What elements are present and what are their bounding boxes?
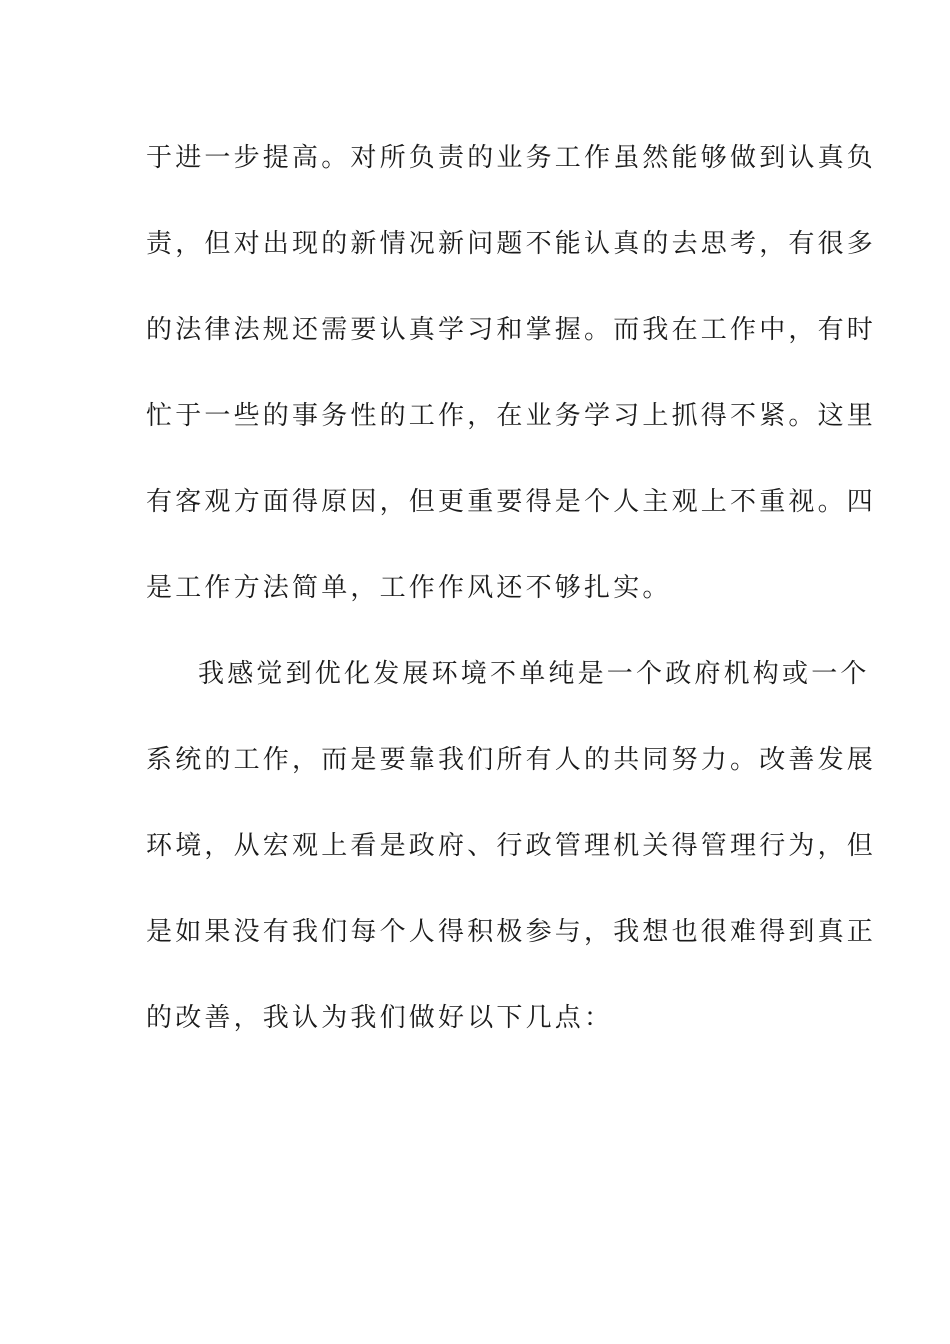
paragraph-line: 忙于一些的事务性的工作，在业务学习上抓得不紧。这里 bbox=[146, 401, 877, 431]
paragraph-line: 我感觉到优化发展环境不单纯是一个政府机构或一个 bbox=[198, 659, 870, 689]
paragraph-line: 是工作方法简单，工作作风还不够扎实。 bbox=[146, 573, 672, 603]
paragraph-line: 有客观方面得原因，但更重要得是个人主观上不重视。四 bbox=[146, 487, 877, 517]
paragraph-line: 责，但对出现的新情况新问题不能认真的去思考，有很多 bbox=[146, 229, 877, 259]
paragraph-line: 于进一步提高。对所负责的业务工作虽然能够做到认真负 bbox=[146, 143, 877, 173]
paragraph-line: 系统的工作，而是要靠我们所有人的共同努力。改善发展 bbox=[146, 745, 877, 775]
paragraph-line: 环境，从宏观上看是政府、行政管理机关得管理行为，但 bbox=[146, 831, 877, 861]
paragraph-line: 的改善，我认为我们做好以下几点： bbox=[146, 1003, 614, 1033]
paragraph-line: 的法律法规还需要认真学习和掌握。而我在工作中，有时 bbox=[146, 315, 877, 345]
paragraph-line: 是如果没有我们每个人得积极参与，我想也很难得到真正 bbox=[146, 917, 877, 947]
